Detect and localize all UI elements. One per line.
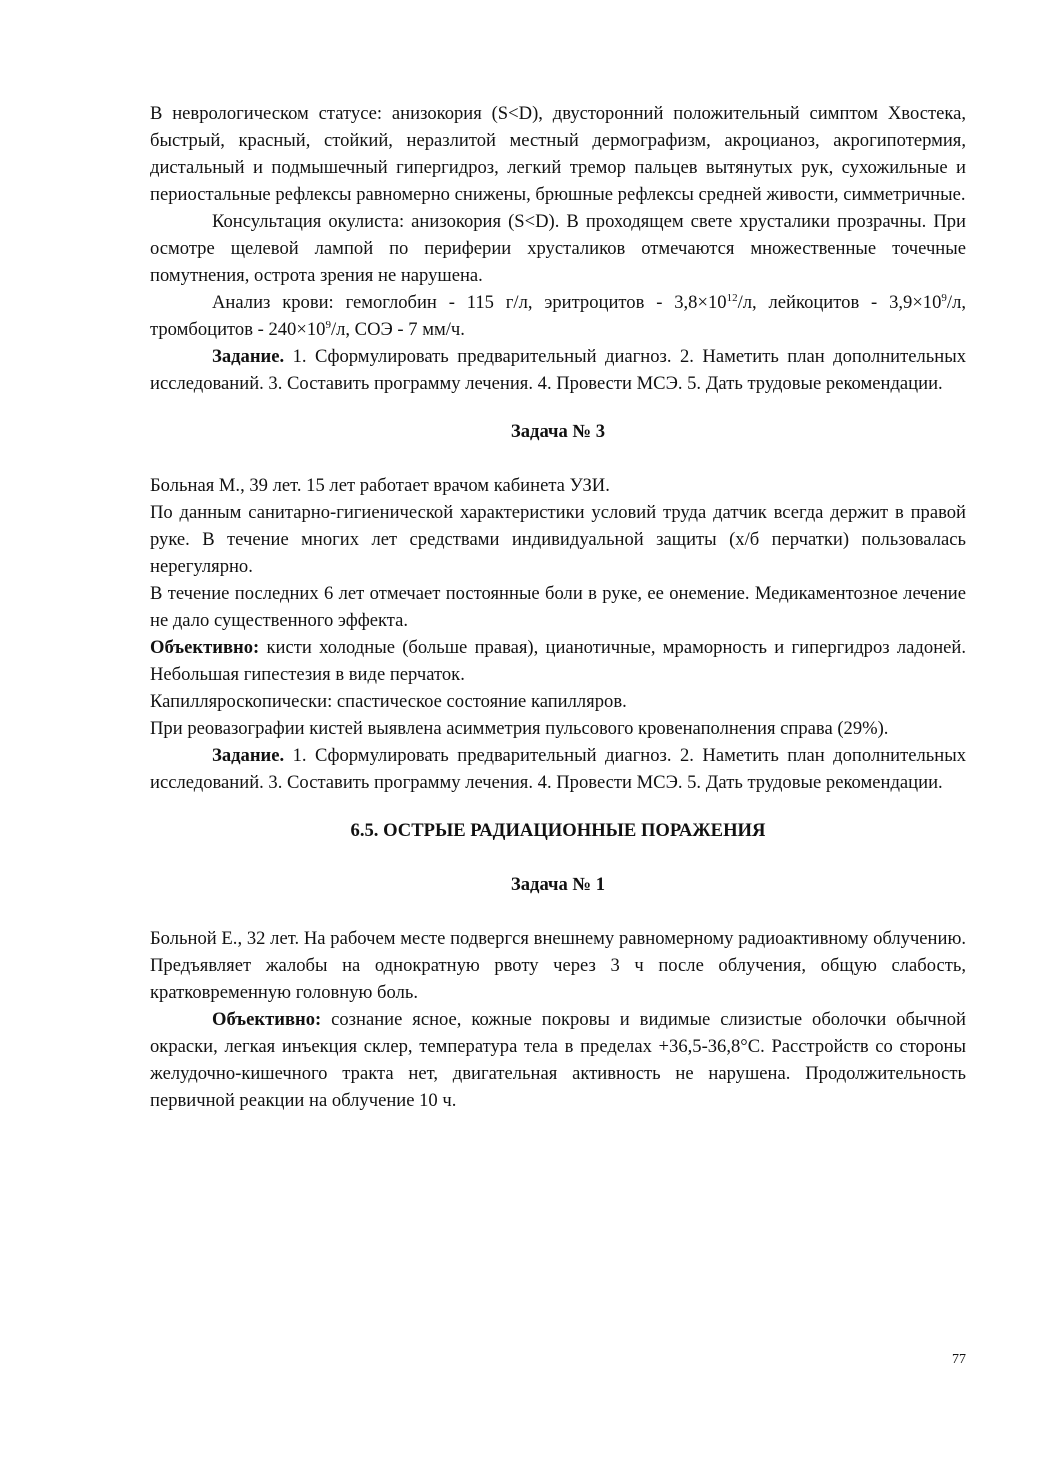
blood-text-2: /л, лейкоцитов - 3,9×10 bbox=[737, 292, 942, 313]
blood-exponent-2: 9 bbox=[941, 292, 947, 304]
blood-text-1: Анализ крови: гемоглобин - 115 г/л, эритроцитов - 3,8×10 bbox=[212, 292, 727, 313]
task-3-complaints: В течение последних 6 лет отмечает постоянные боли в руке, ее онемение. Медикаментозное лечение не дало существенного эффекта. bbox=[150, 583, 966, 631]
task-1-heading: Задача № 1 bbox=[510, 874, 606, 895]
section-heading-6-5: 6.5. ОСТРЫЕ РАДИАЦИОННЫЕ ПОРАЖЕНИЯ bbox=[350, 820, 766, 841]
oculist-paragraph: Консультация окулиста: анизокория (S<D). В проходящем свете хрусталики прозрачны. При осмотре щелевой лампой по периферии хрусталиков отмечаются множественные точечные помутнения, острота зрения не нарушена. bbox=[150, 211, 966, 286]
task-3-objective bbox=[150, 634, 966, 688]
page-body bbox=[150, 100, 966, 1114]
task-3-objective-text: кисти холодные (больше правая), цианотичные, мраморность и гипергидроз ладоней. Небольшая гипестезия в виде перчаток. bbox=[150, 637, 966, 685]
blood-analysis-paragraph bbox=[150, 289, 966, 343]
neuro-status-paragraph: В неврологическом статусе: анизокория (S<D), двусторонний положительный симптом Хвостека, быстрый, красный, стойкий, неразлитой местный дермографизм, акроцианоз, акрогипотермия, дистальный и подмышечный гипергидроз, легкий тремор пальцев вытянутых рук, сухожильные и периостальные рефлексы равномерно снижены, брюшные рефлексы средней живости, симметричные. bbox=[150, 103, 966, 205]
task-3-conditions: По данным санитарно-гигиенической характеристики условий труда датчик всегда держит в правой руке. В течение многих лет средствами индивидуальной защиты (х/б перчатки) пользовалась нерегулярно. bbox=[150, 502, 966, 577]
task-3-objective-label: Объективно: bbox=[150, 637, 260, 658]
task-3-assignment-label: Задание. bbox=[212, 745, 285, 766]
blood-text-3: /л, тромбоцитов - 240×10 bbox=[150, 292, 966, 340]
page-number: 77 bbox=[952, 1352, 966, 1367]
assignment-text: 1. Сформулировать предварительный диагноз. 2. Наметить план дополнительных исследований. 3. Составить программу лечения. 4. Провести МСЭ. 5. Дать трудовые рекомендации. bbox=[150, 346, 966, 394]
task-1-objective-text: сознание ясное, кожные покровы и видимые слизистые оболочки обычной окраски, легкая инъекция склер, температура тела в пределах +36,5-36,8°С. Расстройств со стороны желудочно-кишечного тракта нет, двигательная активность не нарушена. Продолжительность первичной реакции на облучение 10 ч. bbox=[150, 1009, 966, 1111]
task-1-objective-label: Объективно: bbox=[212, 1009, 322, 1030]
assignment-label: Задание. bbox=[212, 346, 285, 367]
task-3-capillaroscopy: Капилляроскопически: спастическое состояние капилляров. bbox=[150, 691, 627, 712]
task-1-patient: Больной Е., 32 лет. На рабочем месте подвергся внешнему равномерному радиоактивному облучению. Предъявляет жалобы на однократную рвоту через 3 ч после облучения, общую слабость, кратковременную головную боль. bbox=[150, 928, 966, 1003]
assignment-paragraph bbox=[150, 343, 966, 397]
task-3-rheovasography: При реовазографии кистей выявлена асимметрия пульсового кровенаполнения справа (29%). bbox=[150, 718, 889, 739]
blood-exponent-3: 9 bbox=[325, 319, 331, 331]
blood-exponent-1: 12 bbox=[726, 292, 738, 304]
task-1-objective bbox=[150, 1006, 966, 1114]
task-3-heading: Задача № 3 bbox=[510, 421, 606, 442]
task-3-assignment bbox=[150, 742, 966, 796]
task-3-patient: Больная М., 39 лет. 15 лет работает врачом кабинета УЗИ. bbox=[150, 475, 610, 496]
task-3-assignment-text: 1. Сформулировать предварительный диагноз. 2. Наметить план дополнительных исследований. 3. Составить программу лечения. 4. Провести МСЭ. 5. Дать трудовые рекомендации. bbox=[150, 745, 966, 793]
blood-text-4: /л, СОЭ - 7 мм/ч. bbox=[330, 319, 465, 340]
